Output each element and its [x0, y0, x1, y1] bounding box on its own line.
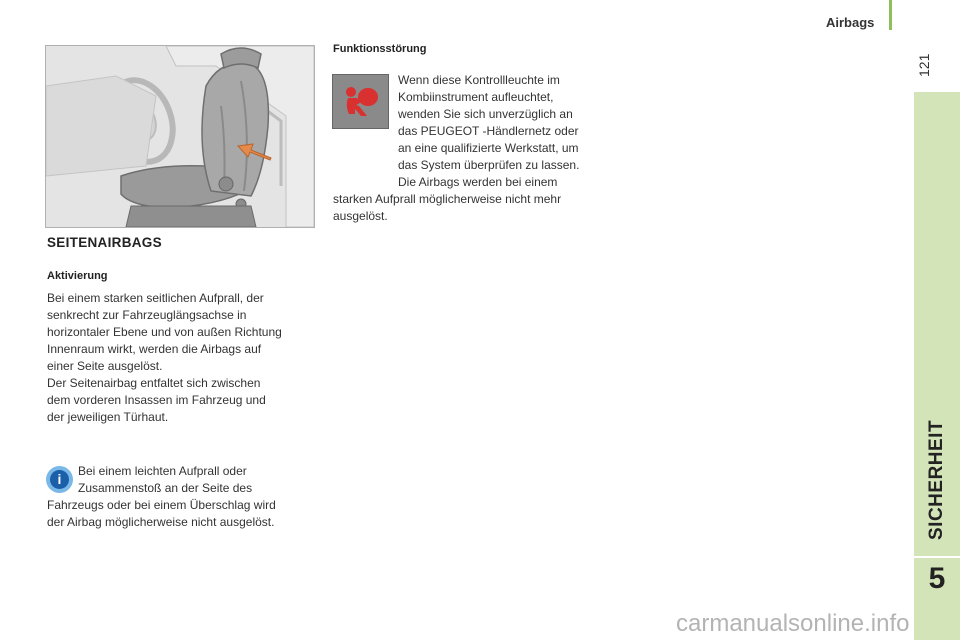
- header-divider: [889, 0, 892, 30]
- text-line: dem vorderen Insassen im Fahrzeug und: [47, 393, 266, 407]
- note-line: Bei einem leichten Aufprall oder: [78, 464, 247, 478]
- malfunction-line: starken Aufprall möglicherweise nicht mehr: [333, 192, 562, 206]
- activation-subheading: Aktivierung: [47, 270, 108, 282]
- malfunction-line: das PEUGEOT -Händlernetz oder: [398, 124, 579, 138]
- chapter-label: SICHERHEIT: [926, 419, 947, 541]
- note-line: Zusammenstoß an der Seite des: [78, 481, 253, 495]
- malfunction-line: das System überprüfen zu lassen.: [398, 158, 580, 172]
- seat-illustration: [45, 45, 315, 228]
- airbag-warning-glyph: [339, 80, 383, 124]
- malfunction-line: Kombiinstrument aufleuchtet,: [398, 90, 554, 104]
- text-line: Innenraum wirkt, werden die Airbags auf: [47, 342, 262, 356]
- note-line: Fahrzeugs oder bei einem Überschlag wird: [47, 498, 276, 512]
- chapter-number: 5: [928, 562, 946, 595]
- watermark: carmanualsonline.info: [676, 610, 910, 637]
- malfunction-line: wenden Sie sich unverzüglich an: [398, 107, 573, 121]
- text-line: horizontaler Ebene und von außen Richtung: [47, 325, 282, 339]
- malfunction-subheading: Funktionsstörung: [333, 43, 427, 55]
- malfunction-line: ausgelöst.: [333, 209, 388, 223]
- info-icon: i: [46, 466, 73, 493]
- page-number: 121: [916, 53, 932, 77]
- chapter-divider: [912, 556, 960, 558]
- note-line: der Airbag möglicherweise nicht ausgelöst.: [47, 515, 275, 529]
- text-line: der jeweiligen Türhaut.: [47, 410, 169, 424]
- text-line: Der Seitenairbag entfaltet sich zwischen: [47, 376, 261, 390]
- section-heading: SEITENAIRBAGS: [47, 235, 162, 250]
- page-header-title: Airbags: [826, 15, 875, 30]
- text-line: senkrecht zur Fahrzeuglängsachse in: [47, 308, 247, 322]
- airbag-warning-icon: [332, 74, 389, 129]
- activation-paragraph: [47, 290, 317, 426]
- malfunction-line: Wenn diese Kontrollleuchte im: [398, 73, 560, 87]
- text-line: Bei einem starken seitlichen Aufprall, der: [47, 291, 264, 305]
- text-line: einer Seite ausgelöst.: [47, 359, 163, 373]
- malfunction-line: an eine qualifizierte Werkstatt, um: [398, 141, 579, 155]
- malfunction-line: Die Airbags werden bei einem: [398, 175, 558, 189]
- seat-illustration-drawing: [46, 46, 314, 227]
